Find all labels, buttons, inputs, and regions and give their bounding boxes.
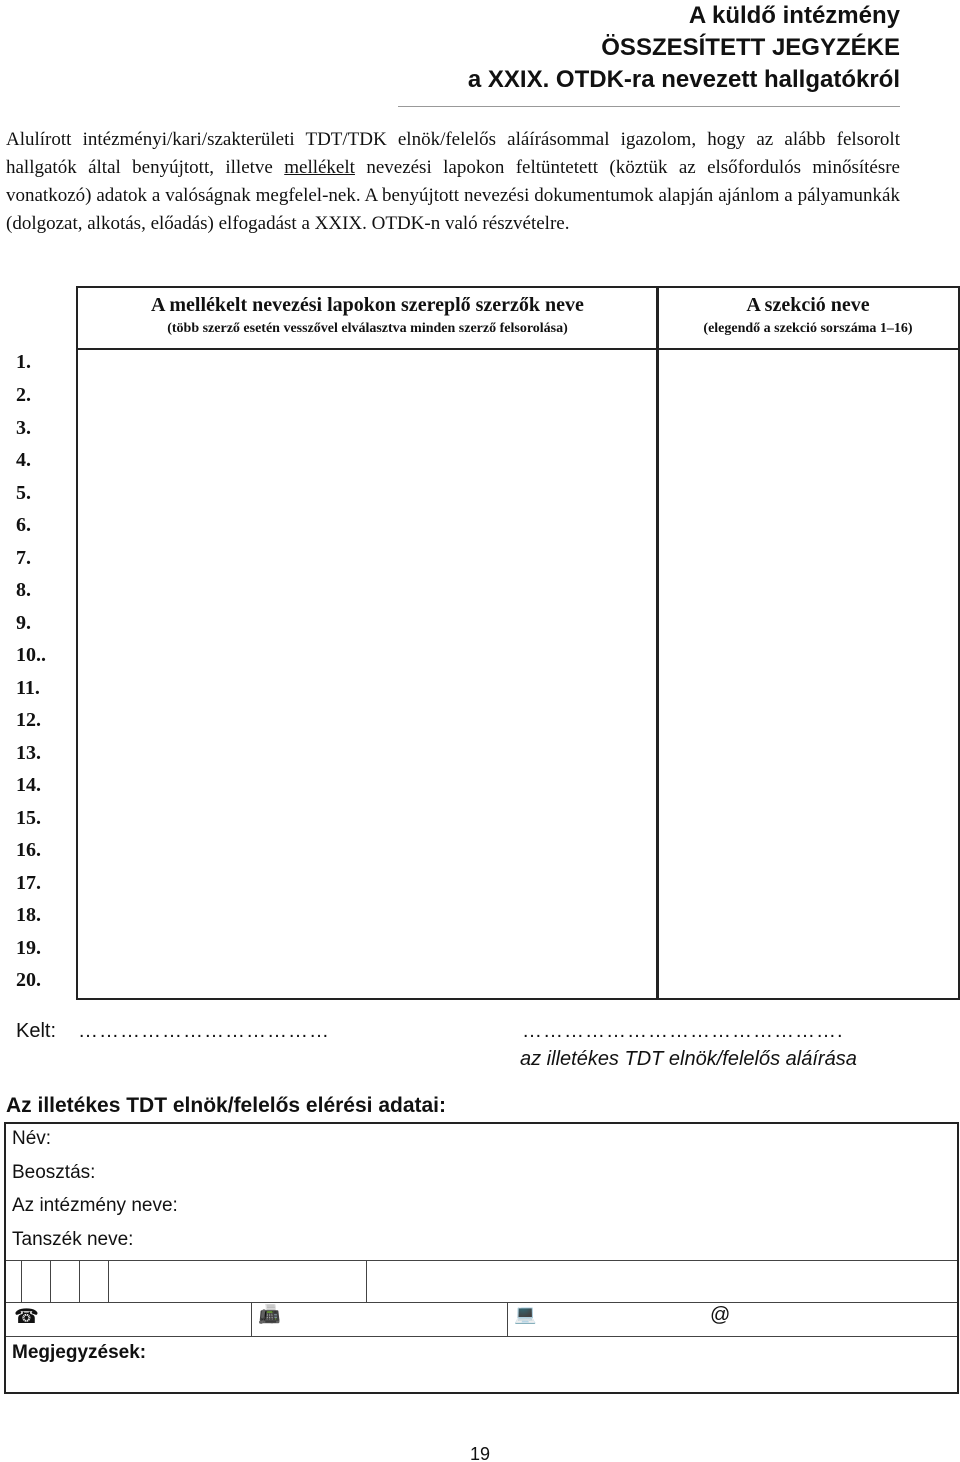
row-number: 1. [16, 351, 31, 373]
signature-field[interactable]: ………………………………………. [522, 1020, 844, 1042]
address-box-divider [366, 1260, 367, 1302]
row-number: 6. [16, 514, 31, 536]
date-field[interactable]: ……………………………… [78, 1020, 330, 1042]
postcode-box-divider [50, 1260, 51, 1302]
postcode-box-divider [21, 1260, 22, 1302]
row-number: 12. [16, 709, 41, 731]
page-number: 19 [469, 1444, 491, 1462]
phone-icon: ☎ [14, 1306, 39, 1328]
header-divider-line [658, 348, 958, 350]
row-number: 8. [16, 579, 31, 601]
email-icon: @ [710, 1304, 731, 1326]
document-header [468, 0, 900, 96]
row-number: 3. [16, 417, 31, 439]
authors-column-header: A mellékelt nevezési lapokon szereplő szerzők neve [151, 294, 584, 316]
row-number: 7. [16, 547, 31, 569]
notes-label: Megjegyzések: [12, 1342, 147, 1363]
row-number: 14. [16, 774, 41, 796]
contact-title: Az illetékes TDT elnök/felelős elérési adatai: [6, 1094, 447, 1117]
section-column-header: A szekció neve [746, 294, 870, 316]
row-number: 10.. [16, 644, 46, 666]
authors-column-subheader: (több szerző esetén vesszővel elválasztva minden szerző felsorolása) [167, 321, 568, 336]
row-number: 18. [16, 904, 41, 926]
row-number: 20. [16, 969, 41, 991]
divider-line [6, 1336, 957, 1337]
header-divider-line [78, 348, 657, 350]
row-number-column [6, 286, 76, 1000]
section-column[interactable] [656, 286, 960, 1000]
header-line-3: a XXIX. OTDK-ra nevezett hallgatókról [467, 66, 900, 93]
header-divider [398, 106, 900, 107]
header-line-2: ÖSSZESÍTETT JEGYZÉKE [601, 34, 900, 61]
row-number: 4. [16, 449, 31, 471]
row-number: 11. [16, 677, 40, 699]
row-number: 2. [16, 384, 31, 406]
contact-row-divider [251, 1302, 252, 1336]
row-number: 5. [16, 482, 31, 504]
row-number: 19. [16, 937, 41, 959]
divider-line [6, 1302, 957, 1303]
department-label: Tanszék neve: [12, 1229, 134, 1250]
section-column-subheader: (elegendő a szekció sorszáma 1–16) [703, 321, 913, 336]
row-number: 9. [16, 612, 31, 634]
signature-caption: az illetékes TDT elnök/felelős aláírása [520, 1048, 857, 1070]
fax-icon: 📠 [258, 1304, 281, 1324]
intro-paragraph [6, 126, 900, 238]
contact-box [4, 1122, 959, 1394]
row-number: 13. [16, 742, 41, 764]
postcode-box-divider [79, 1260, 80, 1302]
intro-underlined: mellékelt [284, 157, 355, 178]
contact-row-divider [507, 1302, 508, 1336]
row-number: 16. [16, 839, 41, 861]
institution-label: Az intézmény neve: [12, 1195, 178, 1216]
position-label: Beosztás: [12, 1162, 96, 1183]
divider-line [6, 1260, 957, 1261]
kelt-label: Kelt: [16, 1020, 57, 1042]
intro-part-2: nevezési lapokon feltüntetett (köztük az elsőfordulós minősítésre vonatkozó) adatok a valóságnak megfelel-nek. A benyújtott nevezési dokumentumok alapján ajánlom a pályamunkák (dolgozat, alkotás, előadás) elfogadást a XXIX. OTDK-n való részvételre. [6, 157, 900, 234]
row-number: 17. [16, 872, 41, 894]
computer-icon: 💻 [514, 1304, 537, 1324]
postcode-box-divider [108, 1260, 109, 1302]
row-number: 15. [16, 807, 41, 829]
authors-column[interactable] [76, 286, 659, 1000]
name-label: Név: [12, 1128, 52, 1149]
intro-part-1: Alulírott intézményi/kari/szakterületi TDT/TDK elnök/felelős aláírásommal igazolom, hogy az alább felsorolt hallgatók által benyújtott, illetve [6, 129, 900, 178]
header-line-1: A küldő intézmény [688, 2, 900, 29]
